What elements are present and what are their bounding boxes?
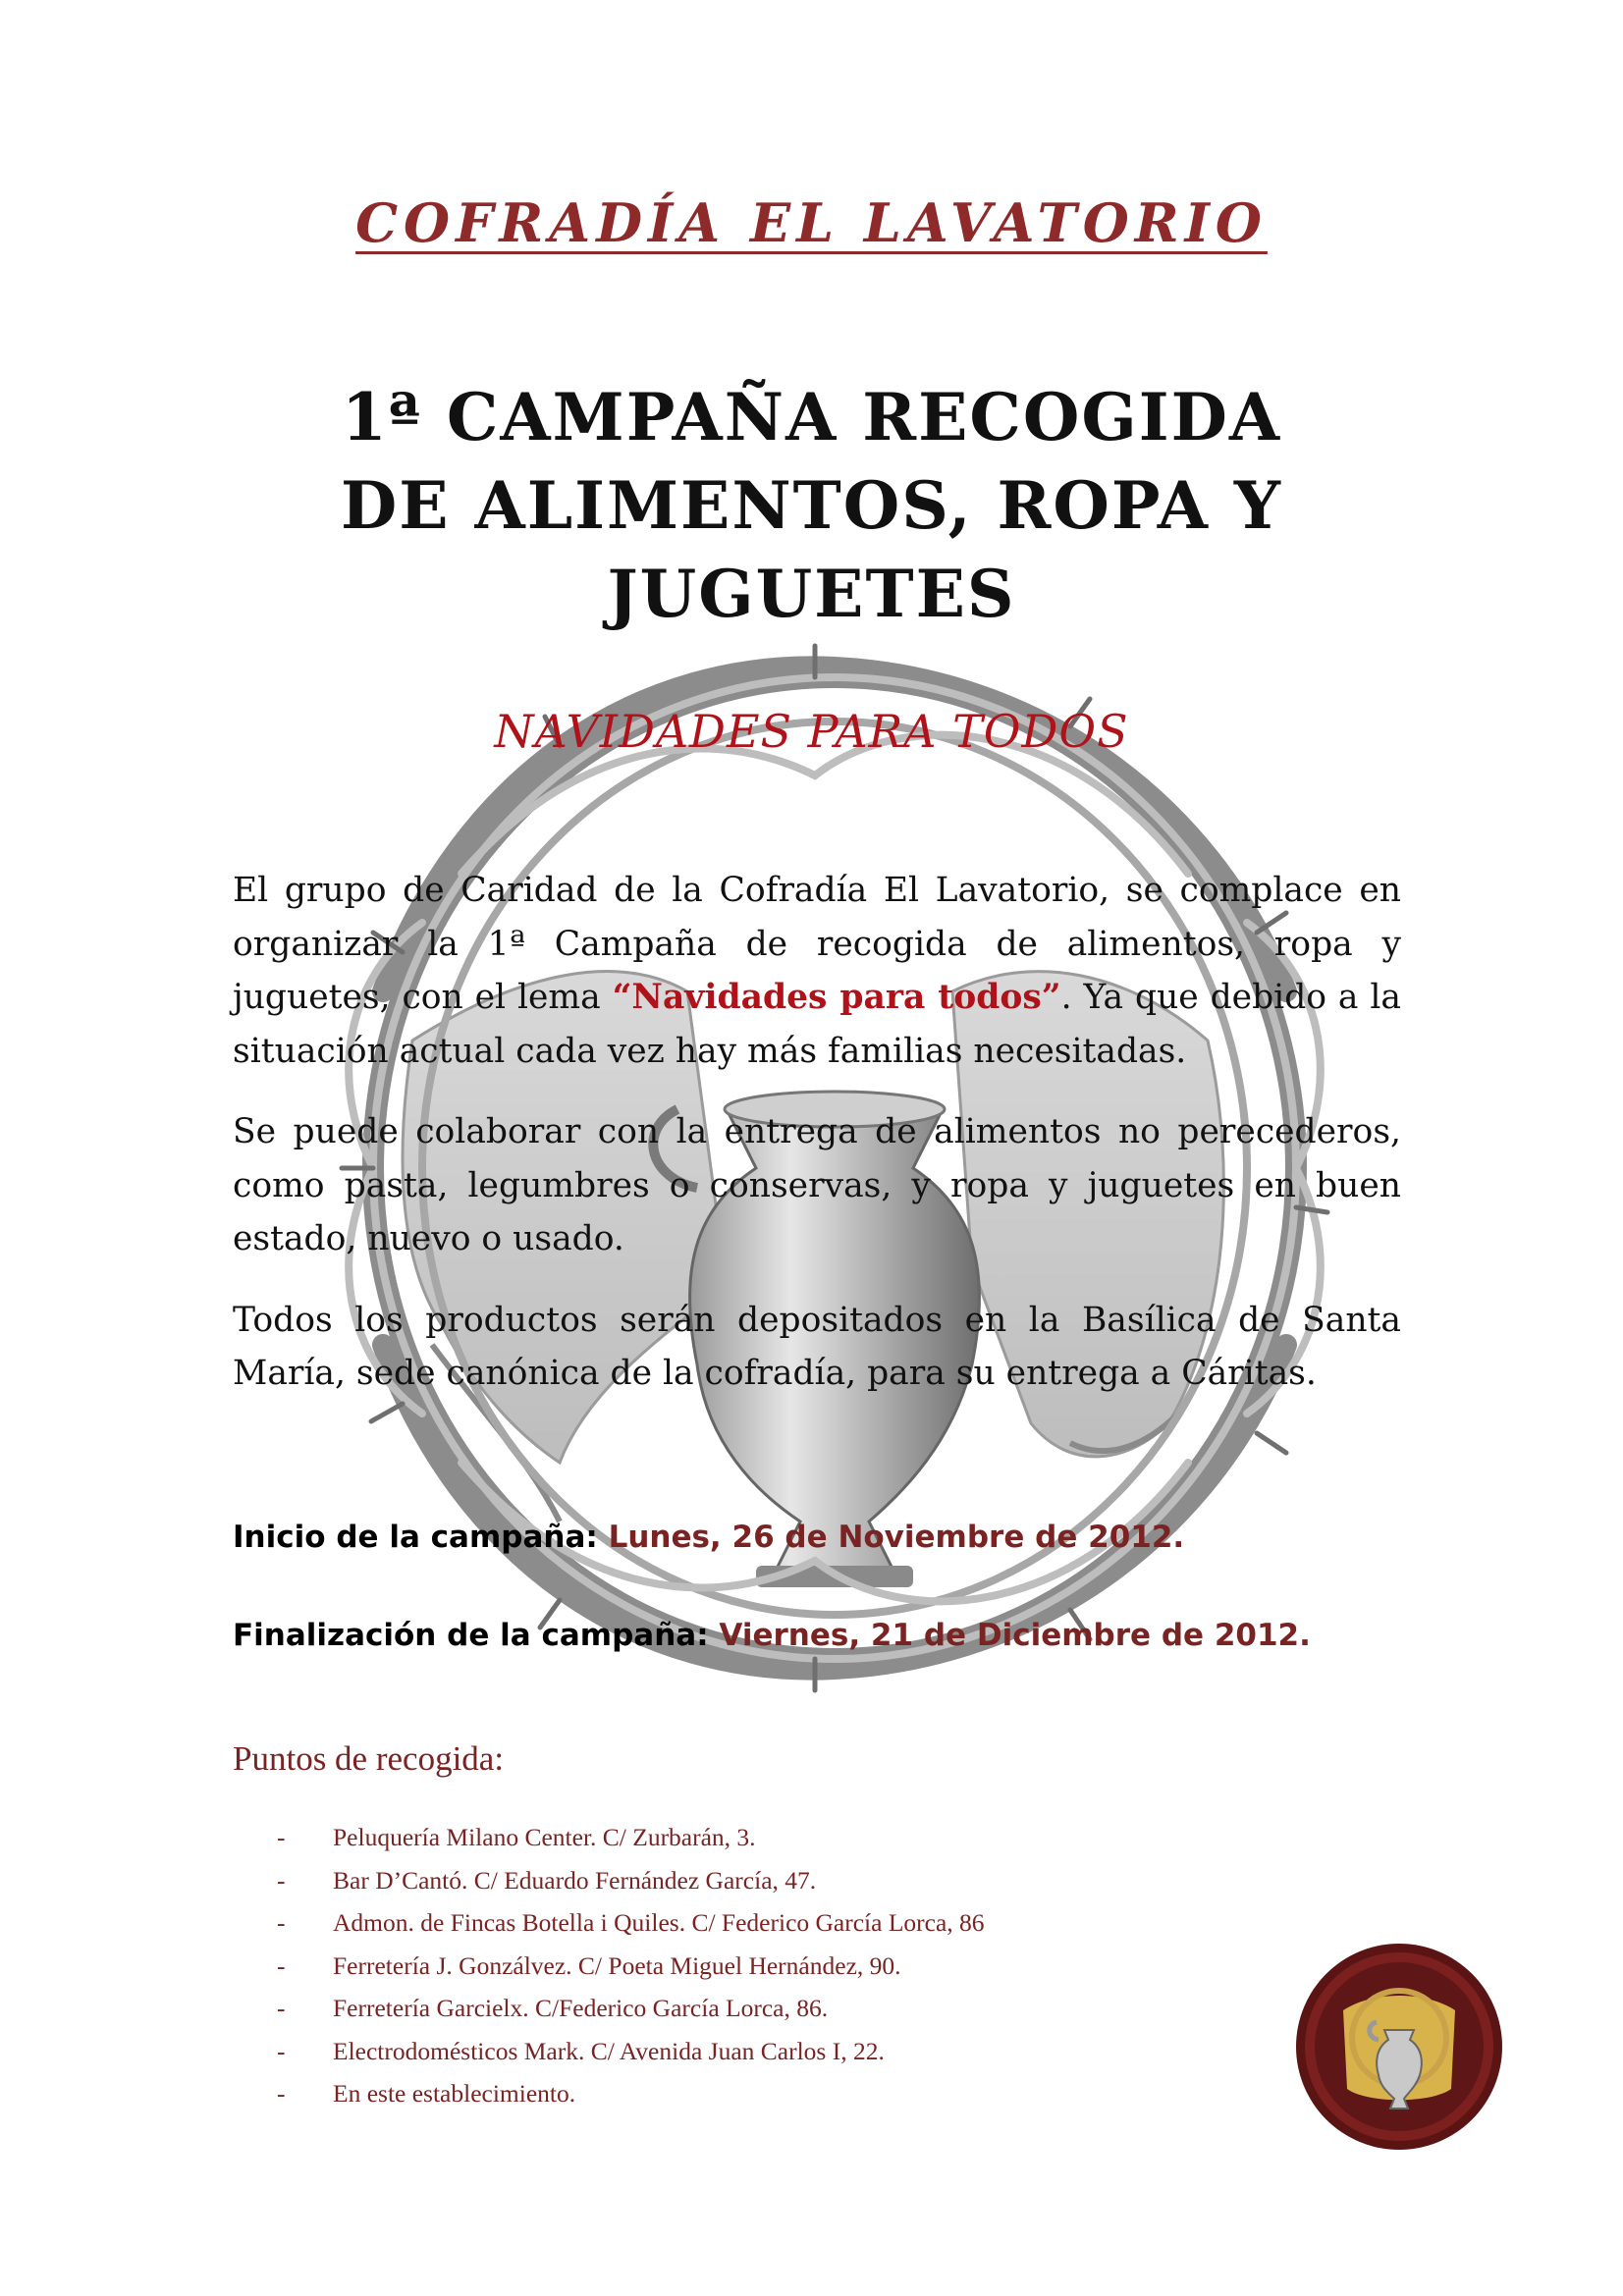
intro-text: El grupo de Caridad de la Cofradía El Lavatorio, se complace en organizar la 1ª Campaña de recogida de alimentos, ropa y juguetes, con el lema: [233, 871, 1401, 1017]
list-item: [277, 2030, 985, 2073]
campaign-title: [0, 373, 1623, 638]
list-item-text: Electrodomésticos Mark. C/ Avenida Juan Carlos I, 22.: [333, 2036, 885, 2065]
list-item-text: En este establecimiento.: [333, 2079, 576, 2108]
list-item: [277, 1816, 985, 1859]
brotherhood-title: COFRADÍA EL LAVATORIO: [355, 191, 1268, 254]
motto-title: NAVIDADES PARA TODOS: [494, 705, 1129, 758]
body-text: [233, 864, 1401, 1428]
list-item-text: Ferretería Garcielx. C/Federico García Lorca, 86.: [333, 1994, 829, 2022]
list-item: [277, 1987, 985, 2030]
end-date: [233, 1618, 1311, 1653]
list-item-text: Bar D’Cantó. C/ Eduardo Fernández García, 47.: [333, 1865, 817, 1895]
list-item: [277, 1901, 985, 1945]
list-dash: -: [277, 2079, 286, 2108]
paragraph-collaborate: Se puede colaborar con la entrega de alimentos no perecederos, como pasta, legumbres o conservas, y ropa y juguetes en buen estado, nuevo o usado.: [233, 1112, 1401, 1258]
list-dash: -: [277, 1908, 286, 1937]
brotherhood-logo: [1294, 1942, 1504, 2152]
list-dash: -: [277, 1823, 286, 1851]
list-item-text: Ferretería J. Gonzálvez. C/ Poeta Miguel Hernández, 90.: [333, 1950, 901, 1980]
list-item-text: Admon. de Fincas Botella i Quiles. C/ Federico García Lorca, 86: [333, 1908, 985, 1937]
list-dash: -: [277, 1950, 286, 1980]
start-date-value: Lunes, 26 de Noviembre de 2012.: [608, 1520, 1185, 1555]
paragraph-deposit: Todos los productos serán depositados en la Basílica de Santa María, sede canónica de la cofradía, para su entrega a Cáritas.: [233, 1300, 1401, 1393]
intro-text-end: . Ya que debido a la situación actual cada vez hay más familias necesitadas.: [233, 978, 1401, 1071]
list-item: [277, 2072, 985, 2115]
start-date-label: Inicio de la campaña:: [233, 1520, 598, 1555]
collection-points-heading: Puntos de recogida:: [233, 1739, 505, 1778]
campaign-title-line: DE ALIMENTOS, ROPA Y: [340, 467, 1283, 544]
list-dash: -: [277, 2036, 286, 2065]
motto-inline: “Navidades para todos”: [612, 978, 1061, 1017]
campaign-title-line: JUGUETES: [607, 556, 1016, 632]
campaign-title-line: 1ª CAMPAÑA RECOGIDA: [341, 379, 1282, 455]
end-date-label: Finalización de la campaña:: [233, 1618, 709, 1653]
list-item: [277, 1945, 985, 1988]
list-dash: -: [277, 1865, 286, 1895]
collection-points-list: [277, 1816, 985, 2115]
list-dash: -: [277, 1994, 286, 2022]
start-date: [233, 1520, 1184, 1555]
list-item: [277, 1859, 985, 1902]
paragraph-intro: [233, 864, 1401, 1078]
list-item-text: Peluquería Milano Center. C/ Zurbarán, 3.: [333, 1823, 756, 1851]
end-date-value: Viernes, 21 de Diciembre de 2012.: [719, 1618, 1311, 1653]
